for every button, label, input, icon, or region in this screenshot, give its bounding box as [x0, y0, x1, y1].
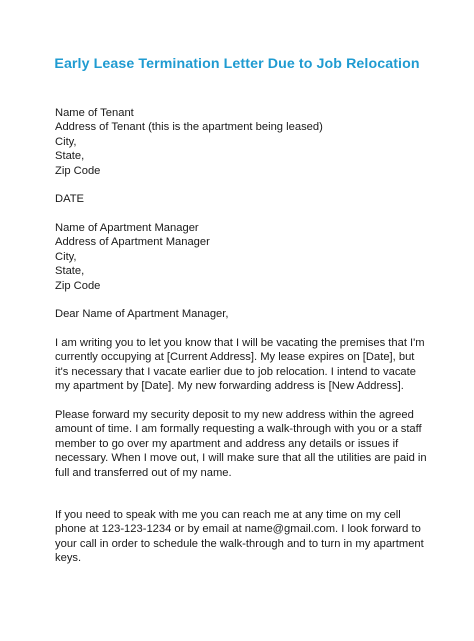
manager-city: City, — [55, 250, 77, 263]
paragraph-line: it's necessary that I vacate earlier due to job relocation. I intend to vacate — [55, 365, 416, 378]
paragraph-1 — [55, 336, 427, 394]
manager-state: State, — [55, 265, 85, 278]
letter-title: Early Lease Termination Letter Due to Job Relocation — [54, 56, 420, 72]
tenant-zip: Zip Code — [55, 164, 101, 177]
date-block — [55, 192, 427, 206]
paragraph-line: necessary. When I move out, I will make sure that all the utilities are paid in — [55, 452, 427, 465]
paragraph-line: full and transferred out of my name. — [55, 466, 232, 479]
tenant-name: Name of Tenant — [55, 107, 134, 119]
manager-address: Address of Apartment Manager — [55, 236, 210, 249]
salutation-block — [55, 307, 427, 321]
letter-date: DATE — [55, 193, 85, 205]
manager-name: Name of Apartment Manager — [55, 222, 199, 234]
tenant-state: State, — [55, 150, 85, 163]
paragraph-line: Please forward my security deposit to my new address within the agreed — [55, 409, 414, 421]
manager-address-block — [55, 221, 427, 293]
paragraph-line: keys. — [55, 552, 82, 565]
paragraph-line: currently occupying at [Current Address]. My lease expires on [Date], but — [55, 351, 415, 364]
salutation: Dear Name of Apartment Manager, — [55, 308, 229, 320]
paragraph-line: phone at 123-123-1234 or by email at name@gmail.com. I look forward to — [55, 523, 421, 536]
tenant-address-block — [55, 106, 427, 178]
paragraph-line: your call in order to schedule the walk-through and to turn in my apartment — [55, 537, 424, 550]
tenant-address: Address of Tenant (this is the apartment being leased) — [55, 121, 323, 134]
paragraph-line: If you need to speak with me you can reach me at any time on my cell — [55, 509, 401, 521]
paragraph-3 — [55, 508, 427, 566]
manager-zip: Zip Code — [55, 279, 101, 292]
paragraph-line: my apartment by [Date]. My new forwarding address is [New Address]. — [55, 380, 404, 393]
paragraph-line: amount of time. I am formally requesting a walk-through with you or a staff — [55, 423, 422, 436]
paragraph-line: member to go over my apartment and address any details or issues if — [55, 437, 399, 450]
paragraph-line: I am writing you to let you know that I will be vacating the premises that I'm — [55, 337, 425, 349]
paragraph-2 — [55, 408, 427, 480]
tenant-city: City, — [55, 135, 77, 148]
